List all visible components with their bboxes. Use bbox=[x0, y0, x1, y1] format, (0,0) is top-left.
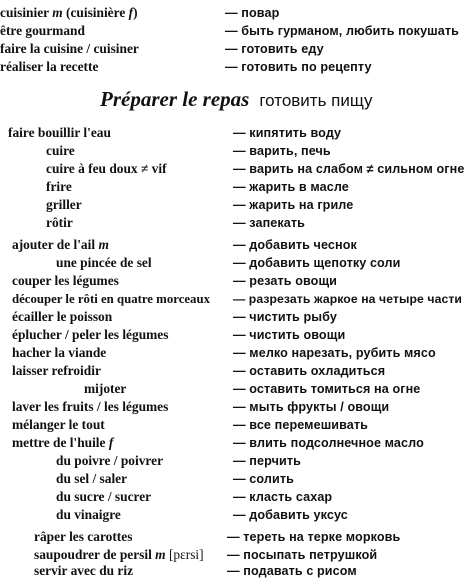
russian-translation: — добавить щепотку соли bbox=[233, 256, 401, 270]
vocab-row bbox=[0, 272, 474, 290]
french-term: être gourmand bbox=[0, 23, 85, 38]
french-term: hacher la viande bbox=[12, 345, 107, 360]
vocab-row bbox=[0, 22, 474, 40]
vocab-row bbox=[0, 160, 474, 178]
russian-translation: — повар bbox=[225, 6, 280, 20]
russian-translation: — чистить рыбу bbox=[233, 310, 337, 324]
vocab-row bbox=[0, 142, 474, 160]
vocab-row bbox=[0, 416, 474, 434]
russian-translation: — добавить уксус bbox=[233, 508, 348, 522]
french-term: griller bbox=[46, 197, 82, 212]
french-term: éplucher / peler les légumes bbox=[12, 327, 169, 342]
vocab-row bbox=[0, 434, 474, 452]
french-term: cuire à feu doux ≠ vif bbox=[46, 161, 167, 176]
russian-translation: — варить на слабом ≠ сильном огне bbox=[233, 162, 465, 176]
vocab-row bbox=[0, 344, 474, 362]
french-term: écailler le poisson bbox=[12, 309, 113, 324]
vocab-row bbox=[0, 506, 474, 524]
french-term: cuire bbox=[46, 143, 75, 158]
russian-translation: — все перемешивать bbox=[233, 418, 369, 432]
vocab-row bbox=[0, 58, 474, 76]
french-term: mettre de l'huile f bbox=[12, 435, 114, 450]
french-term: râper les carottes bbox=[34, 529, 133, 544]
vocab-row bbox=[0, 528, 474, 546]
vocab-row bbox=[0, 214, 474, 232]
vocab-row bbox=[0, 562, 474, 580]
russian-translation: — перчить bbox=[233, 454, 301, 468]
french-term: laver les fruits / les légumes bbox=[12, 399, 169, 414]
russian-translation: — добавить чеснок bbox=[233, 238, 357, 252]
russian-translation: — подавать с рисом bbox=[227, 564, 357, 578]
russian-translation: — готовить еду bbox=[225, 42, 324, 56]
french-term: mélanger le tout bbox=[12, 417, 105, 432]
french-term: découper le rôti en quatre morceaux bbox=[12, 292, 210, 306]
russian-translation: — оставить охладиться bbox=[233, 364, 386, 378]
vocab-row bbox=[0, 326, 474, 344]
vocab-row bbox=[0, 254, 474, 272]
russian-translation: — кипятить воду bbox=[233, 126, 342, 140]
french-term: ajouter de l'ail m bbox=[12, 237, 109, 252]
russian-translation: — чистить овощи bbox=[233, 328, 346, 342]
russian-translation: — жарить в масле bbox=[233, 180, 349, 194]
russian-translation: — влить подсолнечное масло bbox=[233, 436, 424, 450]
vocab-row bbox=[0, 398, 474, 416]
russian-translation: — быть гурманом, любить покушать bbox=[225, 24, 459, 38]
vocab-row bbox=[0, 124, 474, 142]
section-heading bbox=[100, 86, 373, 112]
russian-translation: — солить bbox=[233, 472, 294, 486]
vocab-row bbox=[0, 488, 474, 506]
section-title-french: Préparer le repas bbox=[100, 87, 250, 111]
french-term: couper les légumes bbox=[12, 273, 119, 288]
french-term: du sucre / sucrer bbox=[56, 489, 152, 504]
vocab-row bbox=[0, 40, 474, 58]
russian-translation: — готовить по рецепту bbox=[225, 60, 372, 74]
russian-translation: — мыть фрукты / овощи bbox=[233, 400, 390, 414]
vocab-row bbox=[0, 196, 474, 214]
vocab-row bbox=[0, 236, 474, 254]
russian-translation: — тереть на терке морковь bbox=[227, 530, 401, 544]
french-term: frire bbox=[46, 179, 72, 194]
french-term: saupoudrer de persil m [pɛrsi] bbox=[34, 547, 204, 562]
french-term: servir avec du riz bbox=[34, 563, 134, 578]
vocab-row bbox=[0, 290, 474, 308]
russian-translation: — варить, печь bbox=[233, 144, 331, 158]
section-title-russian: готовить пищу bbox=[259, 91, 373, 110]
french-term: rôtir bbox=[46, 215, 73, 230]
vocab-row bbox=[0, 380, 474, 398]
russian-translation: — жарить на гриле bbox=[233, 198, 354, 212]
russian-translation: — посыпать петрушкой bbox=[227, 548, 378, 562]
french-term: réaliser la recette bbox=[0, 59, 99, 74]
vocab-row bbox=[0, 178, 474, 196]
french-term: mijoter bbox=[84, 381, 127, 396]
vocab-row bbox=[0, 4, 474, 22]
russian-translation: — резать овощи bbox=[233, 274, 338, 288]
russian-translation: — мелко нарезать, рубить мясо bbox=[233, 346, 436, 360]
french-term: une pincée de sel bbox=[56, 255, 152, 270]
russian-translation: — разрезать жаркое на четыре части bbox=[233, 292, 463, 306]
french-term: du poivre / poivrer bbox=[56, 453, 164, 468]
french-term: faire la cuisine / cuisiner bbox=[0, 41, 139, 56]
vocab-row bbox=[0, 362, 474, 380]
french-term: laisser refroidir bbox=[12, 363, 101, 378]
french-term: faire bouillir l'eau bbox=[8, 125, 111, 140]
french-term: du vinaigre bbox=[56, 507, 121, 522]
russian-translation: — оставить томиться на огне bbox=[233, 382, 421, 396]
vocab-row bbox=[0, 470, 474, 488]
russian-translation: — запекать bbox=[233, 216, 306, 230]
vocab-row bbox=[0, 452, 474, 470]
vocab-row bbox=[0, 308, 474, 326]
french-term: cuisinier m (cuisinière f) bbox=[0, 5, 138, 20]
russian-translation: — класть сахар bbox=[233, 490, 333, 504]
french-term: du sel / saler bbox=[56, 471, 128, 486]
